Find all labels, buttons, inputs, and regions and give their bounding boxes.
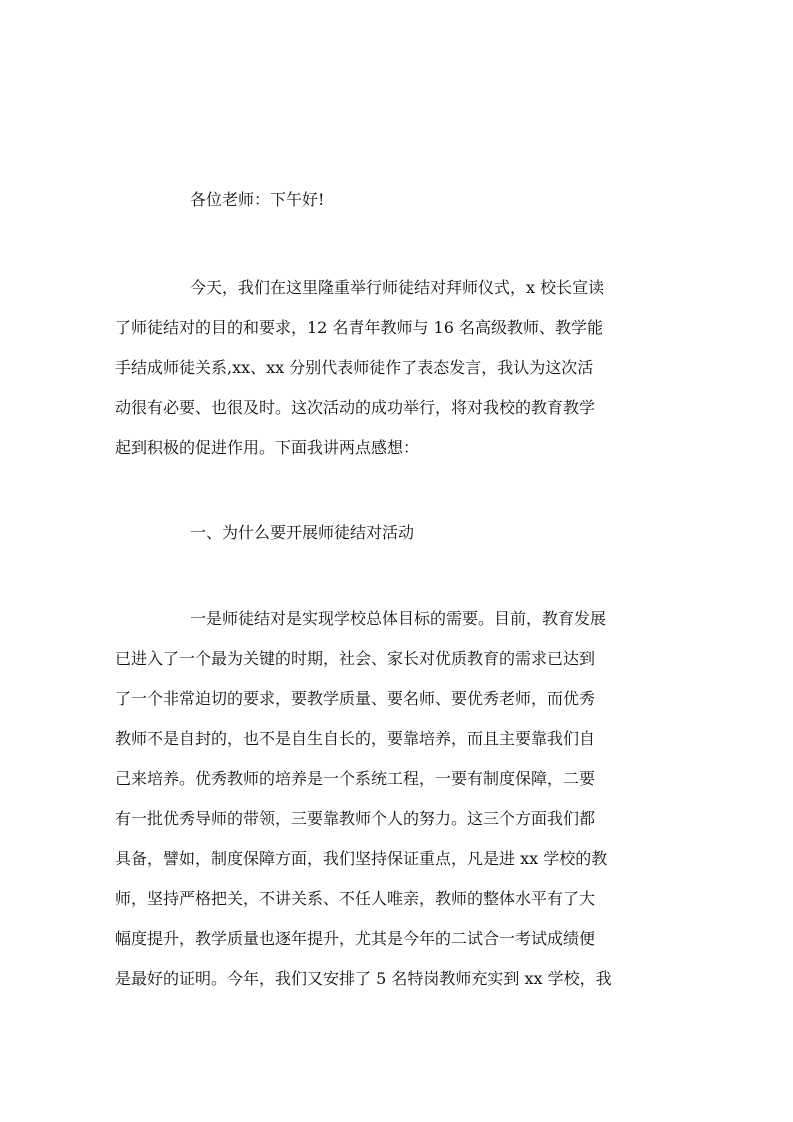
paragraph-2-line: 具备，譬如，制度保障方面，我们坚持保证重点，凡是进 xx 学校的教 <box>115 849 608 868</box>
paragraph-2-line: 有一批优秀导师的带领，三要靠教师个人的努力。这三个方面我们都 <box>115 809 596 828</box>
paragraph-2-line: 教师不是自封的，也不是自生自长的，要靠培养，而且主要靠我们自 <box>115 729 596 748</box>
paragraph-1-line: 今天，我们在这里隆重举行师徒结对拜师仪式，x 校长宣读 <box>190 278 605 297</box>
paragraph-1-line: 手结成师徒关系,xx、xx 分别代表师徒作了表态发言，我认为这次活 <box>115 358 594 377</box>
paragraph-2-line: 是最好的证明。今年，我们又安排了 5 名特岗教师充实到 xx 学校，我 <box>115 969 612 988</box>
paragraph-1-line: 动很有必要、也很及时。这次活动的成功举行，将对我校的教育教学 <box>115 398 596 417</box>
paragraph-2-line: 幅度提升，教学质量也逐年提升，尤其是今年的二试合一考试成绩便 <box>115 929 596 948</box>
paragraph-2-line: 了一个非常迫切的要求，要教学质量、要名师、要优秀老师，而优秀 <box>115 689 596 708</box>
paragraph-1-line: 起到积极的促进作用。下面我讲两点感想： <box>115 438 420 457</box>
paragraph-2-line: 已进入了一个最为关键的时期，社会、家长对优质教育的需求已达到 <box>115 649 596 668</box>
paragraph-2-line: 己来培养。优秀教师的培养是一个系统工程，一要有制度保障，二要 <box>115 769 596 788</box>
greeting: 各位老师：下午好! <box>190 190 325 209</box>
paragraph-2-line: 一是师徒结对是实现学校总体目标的需要。目前，教育发展 <box>190 609 607 628</box>
paragraph-2-line: 师，坚持严格把关，不讲关系、不任人唯亲，教师的整体水平有了大 <box>115 889 596 908</box>
paragraph-1-line: 了师徒结对的目的和要求，12 名青年教师与 16 名高级教师、教学能 <box>115 318 603 337</box>
section-heading: 一、为什么要开展师徒结对活动 <box>190 523 415 542</box>
